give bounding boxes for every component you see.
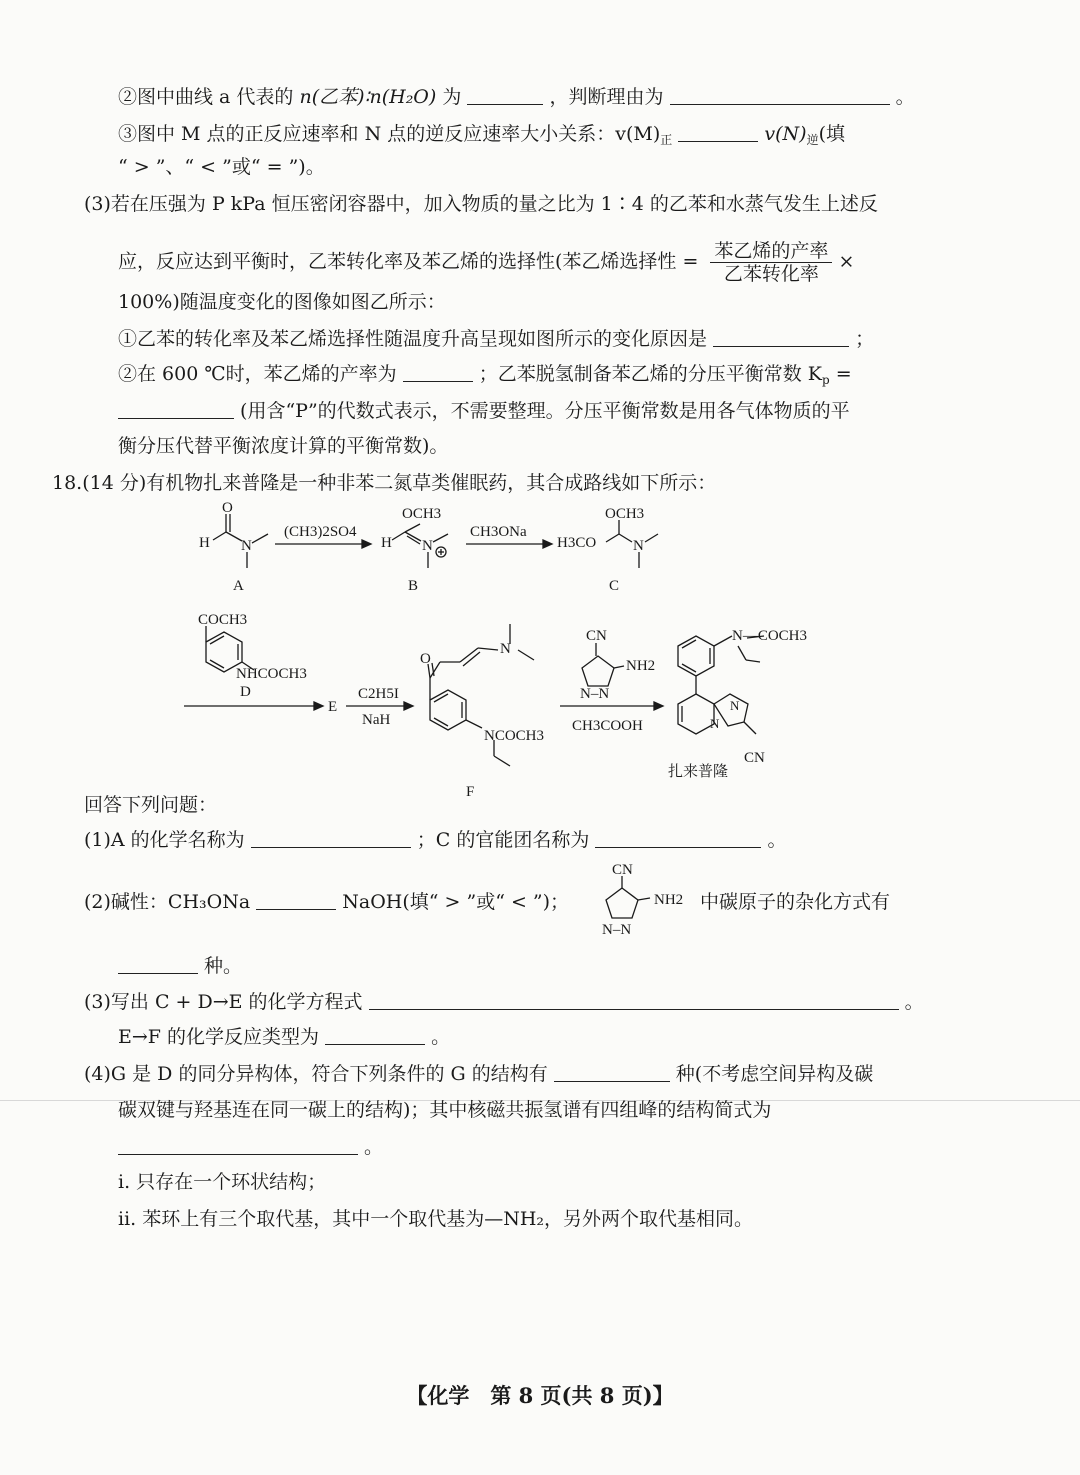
svg-text:N–N: N–N: [580, 686, 610, 702]
svg-text:C2H5I: C2H5I: [358, 686, 399, 702]
answer-blank[interactable]: [256, 893, 336, 910]
svg-text:N: N: [241, 538, 252, 554]
selectivity-fraction: $\frac{\text{苯乙烯的产率}}{\text{乙苯转化率}}$: [710, 240, 832, 285]
q17-part3-line3: 100%)随温度变化的图像如图乙所示：: [118, 291, 446, 313]
svg-text:COCH3: COCH3: [198, 612, 248, 628]
svg-text:(CH3)2SO4: (CH3)2SO4: [284, 524, 357, 540]
svg-text:F: F: [466, 784, 475, 800]
q18-part2-hybrid: 中碳原子的杂化方式有: [700, 891, 891, 913]
answer-blank[interactable]: [369, 993, 899, 1010]
answer-blank[interactable]: [118, 1138, 358, 1155]
svg-text:N–N: N–N: [602, 922, 632, 938]
q18-part3-b: E→F 的化学反应类型为 。: [118, 1026, 451, 1048]
svg-text:N: N: [710, 716, 720, 731]
svg-text:NHCOCH3: NHCOCH3: [236, 666, 307, 682]
q17-part3-q2-end: 衡分压代替平衡浓度计算的平衡常数)。: [118, 435, 449, 457]
q17-part3-line1: (3)若在压强为 P kPa 恒压密闭容器中，加入物质的量之比为 1∶4 的乙苯和水蒸气发生上述反: [84, 193, 878, 215]
aminopyrazole-structure: [590, 862, 700, 942]
answer-intro: 回答下列问题：: [84, 794, 218, 816]
answer-blank[interactable]: [595, 831, 761, 848]
answer-blank[interactable]: [118, 402, 234, 419]
svg-text:D: D: [240, 684, 251, 700]
svg-text:OCH3: OCH3: [605, 506, 645, 522]
answer-blank[interactable]: [713, 330, 849, 347]
svg-text:NaH: NaH: [362, 712, 391, 728]
svg-text:OCH3: OCH3: [402, 506, 442, 522]
q18-part2-end: 种。: [118, 954, 242, 978]
q17-part3-q2: ②在 600 ℃时，苯乙烯的产率为 ；乙苯脱氢制备苯乙烯的分压平衡常数 $K_p$ =: [118, 363, 852, 387]
svg-text:H3CO: H3CO: [557, 535, 597, 551]
svg-text:N: N: [633, 538, 644, 554]
svg-text:O: O: [222, 500, 233, 516]
q17-part3-line2: 应，反应达到平衡时，乙苯转化率及苯乙烯的选择性(苯乙烯选择性 = $\frac{\text{苯乙烯的产率}}{\text{乙苯转化率}}$ ×: [118, 240, 855, 285]
q18-part1: (1)A 的化学名称为 ；C 的官能团名称为 。: [84, 829, 787, 851]
svg-text:A: A: [233, 578, 244, 594]
svg-text:H: H: [199, 535, 210, 551]
answer-blank[interactable]: [554, 1065, 670, 1082]
svg-text:N: N: [730, 698, 740, 713]
svg-text:CN: CN: [586, 628, 607, 644]
svg-text:扎来普隆: 扎来普隆: [668, 764, 729, 780]
svg-text:N: N: [422, 538, 433, 554]
svg-text:CN: CN: [612, 862, 633, 878]
q18-part3: (3)写出 C + D→E 的化学方程式 。: [84, 991, 924, 1013]
q17-part3-q2-cont: (用含“P”的代数式表示，不需要整理。分压平衡常数是用各气体物质的平: [118, 399, 850, 423]
page-footer: 【化学 第 8 页(共 8 页)】: [406, 1383, 674, 1408]
q17-rate-options: “ > ”、“ < ”或“ = ”)。: [118, 156, 325, 178]
answer-blank[interactable]: [467, 88, 543, 105]
condition-2: ⅱ. 苯环上有三个取代基，其中一个取代基为—NH₂，另外两个取代基相同。: [118, 1208, 754, 1230]
q18-part4-cont: 碳双键与羟基连在同一碳上的结构)；其中核磁共振氢谱有四组峰的结构简式为: [118, 1099, 772, 1121]
q17-line-rate: ③图中 M 点的正反应速率和 N 点的逆反应速率大小关系：$v(M)_正$ $v(N)_逆$(填: [118, 123, 845, 147]
q17-line-curve-a: ②图中曲线 a 代表的 n(乙苯)∶n(H₂O) 为 ，判断理由为 。: [118, 86, 915, 108]
svg-text:H: H: [381, 535, 392, 551]
svg-text:N: N: [500, 641, 511, 657]
svg-text:CH3COOH: CH3COOH: [572, 718, 643, 734]
svg-text:C: C: [609, 578, 620, 594]
answer-blank[interactable]: [403, 365, 473, 382]
answer-blank[interactable]: [118, 957, 198, 974]
answer-blank[interactable]: [670, 88, 890, 105]
svg-text:CH3ONa: CH3ONa: [470, 524, 527, 540]
q18-part2: (2)碱性：CH₃ONa NaOH(填“ > ”或“ < ”)；: [84, 891, 570, 913]
synthesis-scheme: [0, 500, 1080, 800]
answer-blank[interactable]: [678, 125, 758, 142]
svg-text:N—COCH3: N—COCH3: [732, 628, 808, 644]
svg-text:CN: CN: [744, 750, 765, 766]
q18-part4: (4)G 是 D 的同分异构体，符合下列条件的 G 的结构有 种(不考虑空间异构及碳: [84, 1063, 874, 1085]
answer-blank[interactable]: [251, 831, 411, 848]
svg-text:NCOCH3: NCOCH3: [484, 728, 545, 744]
answer-blank[interactable]: [325, 1028, 425, 1045]
condition-1: ⅰ. 只存在一个环状结构；: [118, 1171, 327, 1193]
n-ratio: n(乙苯)∶n(H₂O): [299, 86, 437, 108]
svg-text:O: O: [420, 651, 431, 667]
svg-text:B: B: [408, 578, 419, 594]
q17-part3-q1: ①乙苯的转化率及苯乙烯选择性随温度升高呈现如图所示的变化原因是 ；: [118, 328, 875, 350]
q18-part4-blank: 。: [118, 1135, 383, 1159]
svg-text:NH2: NH2: [626, 658, 656, 674]
q18-intro: 18.(14 分)有机物扎来普隆是一种非苯二氮草类催眠药，其合成路线如下所示：: [52, 472, 717, 494]
svg-text:E: E: [328, 699, 338, 715]
svg-text:NH2: NH2: [654, 892, 684, 908]
